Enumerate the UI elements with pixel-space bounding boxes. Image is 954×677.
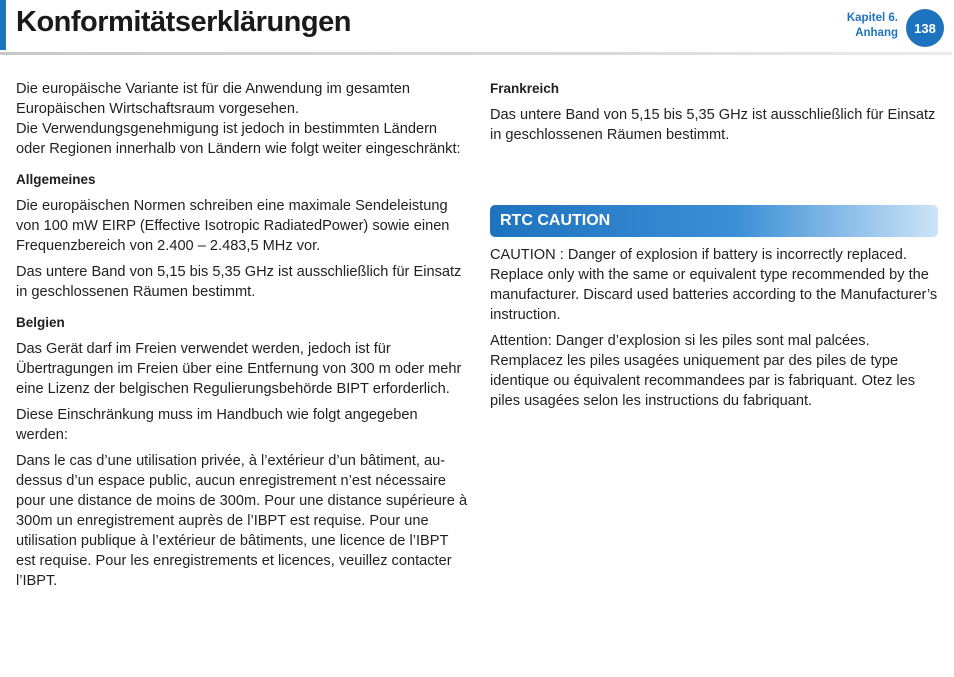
general-paragraph-1: Die europäischen Normen schreiben eine maximale Sendeleistung von 100 mW EIRP (Effective Isotropic RadiatedPower) sowie einen Frequenzbereich von 2.400 – 2.483,5 MHz vor. [16,198,450,254]
belgium-paragraph-3: Dans le cas d’une utilisation privée, à l’extérieur d’un bâtiment, au-dessus d’un espace public, aucun enregistrement n’est nécessaire pour une distance de moins de 300m. Pour une distance supérieure à 300m un enregistrement auprès de l’IBPT est requise. Pour une utilisation publique à l’extérieur de bâtiments, une licence de l’IBPT est requise. Pour les enregistrements et licences, veuillez contacter l’IBPT. [16,453,468,589]
rtc-caution-banner: RTC CAUTION [490,205,938,237]
chapter-name: Anhang [855,27,898,39]
right-column-top [490,79,940,151]
general-paragraph-2: Das untere Band von 5,15 bis 5,35 GHz ist ausschließlich für Einsatz in geschlossenen Räumen bestimmt. [16,264,462,300]
intro-paragraph-1: Die europäische Variante ist für die Anwendung im gesamten Europäischen Wirtschaftsraum vorgesehen. [16,81,410,117]
left-column [16,79,468,597]
right-column-bottom [490,245,940,417]
page-number-badge: 138 [906,9,944,47]
chapter-number: Kapitel 6. [846,12,898,24]
belgium-paragraph-2: Diese Einschränkung muss im Handbuch wie folgt angegeben werden: [16,407,418,443]
france-paragraph: Das untere Band von 5,15 bis 5,35 GHz ist ausschließlich für Einsatz in geschlossenen Räumen bestimmt. [490,107,936,143]
intro-paragraph-2: Die Verwendungsgenehmigung ist jedoch in bestimmten Ländern oder Regionen innerhalb von Ländern wie folgt weiter eingeschränkt: [16,121,461,157]
section-heading-general: Allgemeines [16,172,96,187]
section-heading-belgium: Belgien [16,315,65,330]
chapter-label [847,11,898,41]
belgium-paragraph-1: Das Gerät darf im Freien verwendet werden, jedoch ist für Übertragungen im Freien über eine Entfernung von 300 m oder mehr eine Lizenz der belgischen Regulierungsbehörde BIPT erforderlich. [16,341,462,397]
rtc-caution-english: CAUTION : Danger of explosion if battery is incorrectly replaced. Replace only with the same or equivalent type recommended by the manufacturer. Discard used batteries according to the Manufacturer’s instruction. [490,247,938,323]
page-title: Konformitätserklärungen [16,6,351,38]
section-heading-france: Frankreich [490,81,560,96]
header-divider [0,52,952,55]
title-accent-bar [0,0,6,50]
rtc-caution-french: Attention: Danger d’explosion si les piles sont mal palcées. Remplacez les piles usagées uniquement par des piles de type identique ou équivalent recommandees par is fabriquant. Otez les piles usagées selon les instructions du fabriquant. [490,333,916,409]
